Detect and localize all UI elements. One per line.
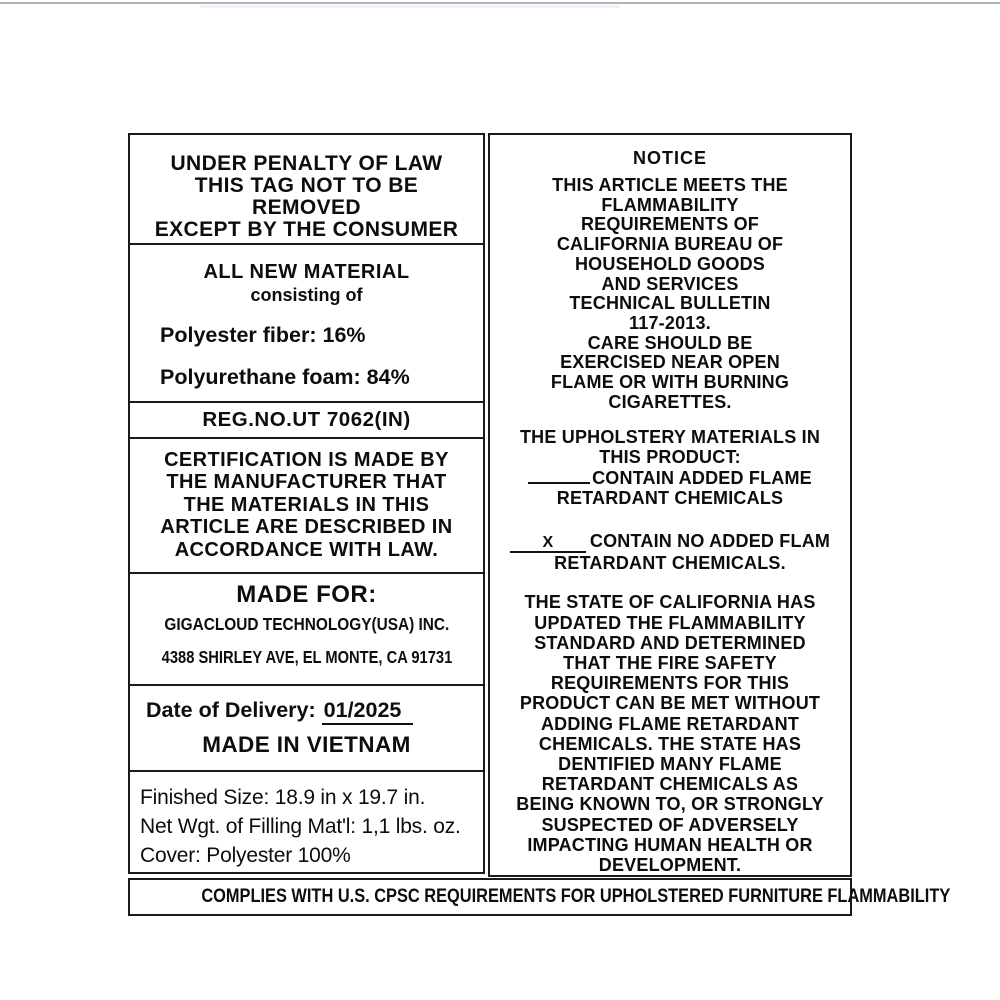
notice-line: 117-2013. [629, 312, 711, 333]
notice-line: CIGARETTES. [608, 391, 732, 412]
notice-line: THIS ARTICLE MEETS THE [552, 175, 788, 195]
material-section [130, 243, 483, 401]
cpsc-compliance-strip [128, 878, 951, 916]
certification-line: ARTICLE ARE DESCRIBED IN [160, 516, 453, 539]
certification-line: THE MATERIALS IN THIS [183, 493, 430, 516]
notice-line: REQUIREMENTS OF [580, 214, 759, 235]
state-line: REQUIREMENTS FOR THIS [550, 673, 790, 694]
penalty-line: UNDER PENALTY OF LAW [170, 152, 443, 175]
company-address [130, 647, 483, 668]
right-notice-column [488, 133, 852, 877]
notice-line: TECHNICAL BULLETIN [569, 293, 771, 314]
registration-number: REG.NO.UT 7062(IN) [202, 408, 411, 431]
state-line: THE STATE OF CALIFORNIA HAS [524, 592, 816, 613]
spec-line-cover: Cover: Polyester 100% [140, 844, 351, 867]
x-mark-underline [510, 534, 586, 553]
certification-section [130, 437, 483, 572]
notice-line: AND SERVICES [601, 273, 739, 294]
option-added-text: CONTAIN ADDED FLAME [592, 468, 812, 489]
notice-line: CALIFORNIA BUREAU OF [556, 234, 784, 255]
state-line: STANDARD AND DETERMINED [534, 632, 806, 653]
fiber-content-line: Polyester fiber: 16% [160, 323, 366, 347]
certification-line: ACCORDANCE WITH LAW. [174, 538, 439, 561]
blank-underline [528, 467, 590, 484]
option-none-text: CONTAIN NO ADDED FLAM [589, 531, 831, 552]
upholstery-header-line: THIS PRODUCT: [599, 447, 741, 468]
state-line: IMPACTING HUMAN HEALTH OR [527, 834, 813, 855]
notice-title: NOTICE [632, 148, 707, 168]
delivery-date-value: 01/2025 [322, 698, 414, 725]
penalty-line: REMOVED [252, 196, 361, 219]
state-line: DEVELOPMENT. [598, 855, 742, 876]
state-line: DENTIFIED MANY FLAME [558, 754, 782, 775]
window-top-edge [0, 2, 1000, 4]
notice-paragraph [490, 176, 850, 412]
fiber-content-line: Polyurethane foam: 84% [160, 365, 410, 389]
state-line: THAT THE FIRE SAFETY [563, 653, 777, 674]
specs-section [130, 770, 483, 872]
window-top-highlight [200, 5, 620, 8]
option-none-line2: RETARDANT CHEMICALS. [554, 553, 786, 574]
notice-line: EXERCISED NEAR OPEN [560, 352, 780, 373]
notice-line: FLAMMABILITY [601, 194, 739, 215]
company-name [130, 614, 483, 635]
option-added-line [490, 467, 850, 488]
delivery-section [130, 684, 483, 770]
state-line: SUSPECTED OF ADVERSELY [541, 814, 799, 835]
state-of-california-paragraph [490, 592, 850, 875]
state-line: ADDING FLAME RETARDANT [540, 713, 800, 734]
country-of-origin: MADE IN VIETNAM [202, 732, 411, 757]
upholstery-materials-block [490, 427, 850, 508]
spec-line-net-weight: Net Wgt. of Filling Mat'l: 1,1 lbs. oz. [140, 815, 461, 838]
material-subheading: consisting of [250, 285, 363, 305]
notice-line: FLAME OR WITH BURNING [550, 372, 790, 393]
penalty-line: THIS TAG NOT TO BE [194, 174, 419, 197]
x-mark: X [542, 534, 554, 552]
option-none-line [490, 531, 850, 553]
left-label-column [128, 133, 485, 874]
certification-line: THE MANUFACTURER THAT [166, 471, 447, 494]
made-for-section [130, 572, 483, 684]
company-address-text: 4388 SHIRLEY AVE, EL MONTE, CA 91731 [161, 647, 452, 667]
delivery-date-line [130, 686, 483, 725]
registration-number-section [130, 401, 483, 437]
state-line: CHEMICALS. THE STATE HAS [538, 733, 802, 754]
cpsc-compliance-text: COMPLIES WITH U.S. CPSC REQUIREMENTS FOR UPHOLSTERED FURNITURE FLAMMABILITY [201, 885, 951, 907]
state-line: RETARDANT CHEMICALS AS [541, 774, 799, 795]
made-for-heading: MADE FOR: [236, 581, 377, 608]
state-line: PRODUCT CAN BE MET WITHOUT [519, 693, 821, 714]
state-line: BEING KNOWN TO, OR STRONGLY [516, 794, 824, 815]
penalty-section [130, 135, 483, 243]
option-added-line2: RETARDANT CHEMICALS [556, 488, 784, 509]
material-heading: ALL NEW MATERIAL [203, 261, 410, 283]
notice-line: HOUSEHOLD GOODS [574, 253, 765, 274]
upholstery-header-line: THE UPHOLSTERY MATERIALS IN [519, 427, 821, 448]
company-name-text: GIGACLOUD TECHNOLOGY(USA) INC. [164, 614, 449, 634]
state-line: UPDATED THE FLAMMABILITY [534, 612, 806, 633]
option-none-block [490, 531, 850, 573]
spec-line-finished-size: Finished Size: 18.9 in x 19.7 in. [140, 786, 426, 809]
penalty-line: EXCEPT BY THE CONSUMER [154, 218, 459, 241]
notice-line: CARE SHOULD BE [587, 332, 753, 353]
delivery-date-label: Date of Delivery: [146, 698, 316, 722]
certification-line: CERTIFICATION IS MADE BY [164, 449, 449, 471]
